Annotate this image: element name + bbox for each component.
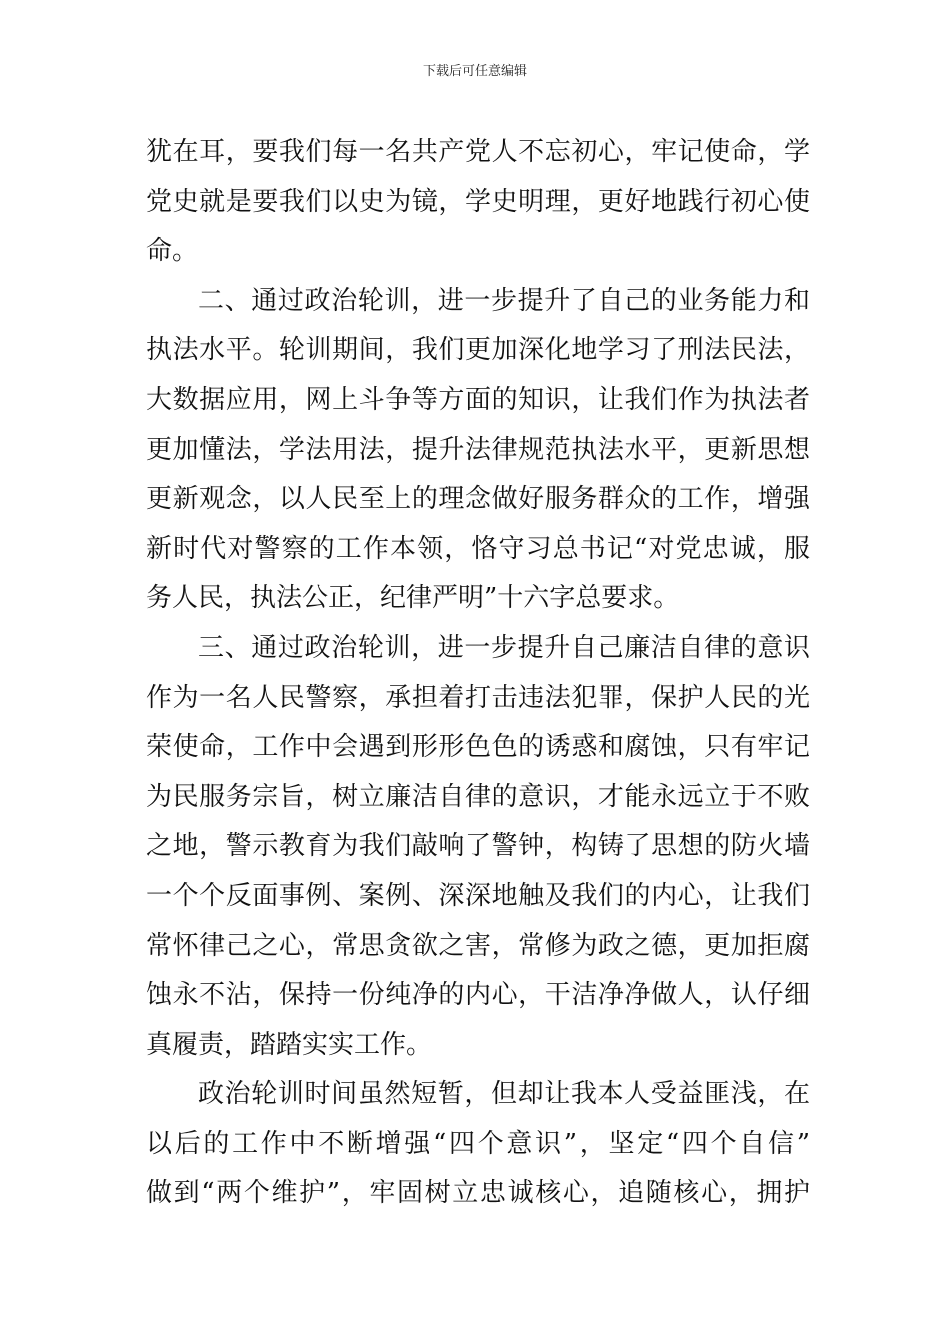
text-line: 政治轮训时间虽然短暂，但却让我本人受益匪浅，在 — [198, 1079, 810, 1110]
text-line: 犹在耳，要我们每一名共产党人不忘初心，牢记使命，学 — [146, 137, 810, 167]
text-line: 三、通过政治轮训，进一步提升自己廉洁自律的意识 — [198, 632, 810, 663]
text-line: 蚀永不沾，保持一份纯净的内心，干洁净净做人，认仔细 — [146, 980, 810, 1011]
text-line: 更加懂法，学法用法，提升法律规范执法水平，更新思想 — [146, 434, 810, 465]
text-line: 大数据应用，网上斗争等方面的知识，让我们作为执法者 — [146, 384, 810, 415]
text-line: 务人民，执法公正，纪律严明”十六字总要求。 — [146, 583, 680, 614]
text-line: 执法水平。轮训期间，我们更加深化地学习了刑法民法， — [146, 335, 810, 366]
text-line: 党史就是要我们以史为镜，学史明理，更好地践行初心使 — [146, 186, 810, 217]
text-line: 更新观念，以人民至上的理念做好服务群众的工作，增强 — [146, 484, 810, 515]
text-line: 常怀律己之心，常思贪欲之害，常修为政之德，更加拒腐 — [146, 930, 810, 961]
page-header: 下载后可任意编辑 — [422, 64, 527, 79]
text-line: 为民服务宗旨，树立廉洁自律的意识，才能永远立于不败 — [146, 781, 810, 812]
text-line: 一个个反面事例、案例、深深地触及我们的内心，让我们 — [146, 880, 810, 911]
text-line: 真履责，踏踏实实工作。 — [146, 1029, 433, 1060]
document-body — [146, 128, 810, 1219]
text-line: 新时代对警察的工作本领，恪守习总书记“对党忠诚，服 — [146, 533, 810, 564]
text-line: 之地，警示教育为我们敲响了警钟，构铸了思想的防火墙 — [146, 831, 810, 862]
text-line: 做到“两个维护”，牢固树立忠诚核心，追随核心，拥护 — [146, 1178, 810, 1209]
text-line: 以后的工作中不断增强“四个意识”，坚定“四个自信” — [146, 1128, 810, 1159]
text-line: 作为一名人民警察，承担着打击违法犯罪，保护人民的光 — [146, 682, 810, 713]
text-line: 二、通过政治轮训，进一步提升了自己的业务能力和 — [198, 285, 810, 316]
text-line: 荣使命，工作中会遇到形形色色的诱惑和腐蚀，只有牢记 — [146, 732, 810, 763]
text-line: 命。 — [146, 236, 199, 267]
